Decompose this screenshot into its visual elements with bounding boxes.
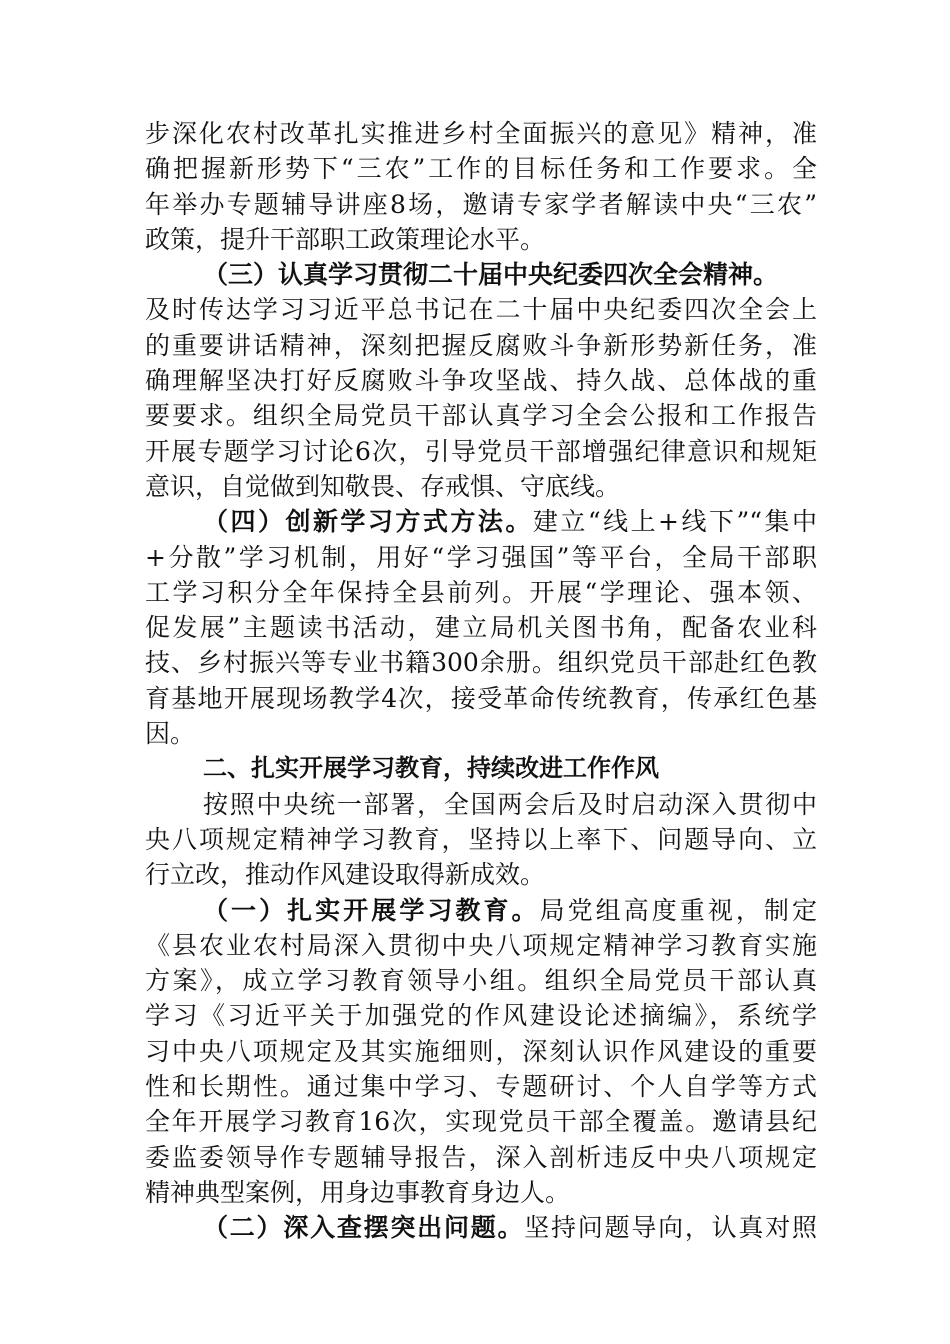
text-line — [145, 257, 817, 292]
document-body — [145, 116, 817, 1246]
text-line: 《县农业农村局深入贯彻中央八项规定精神学习教育实施 — [145, 930, 817, 960]
text-line: 因。 — [145, 719, 196, 749]
text-line: 及时传达学习习近平总书记在二十届中央纪委四次全会上 — [145, 295, 817, 325]
text-line — [145, 893, 817, 928]
text-line: 学习《习近平关于加强党的作风建设论述摘编》，系统学 — [145, 1001, 817, 1031]
text-line: 行立改，推动作风建设取得新成效。 — [145, 860, 546, 890]
text-line: 的重要讲话精神，深刻把握反腐败斗争新形势新任务，准 — [145, 330, 817, 360]
text-line: 全年开展学习教育16次，实现党员干部全覆盖。邀请县纪 — [145, 1107, 817, 1137]
text-line: 习中央八项规定及其实施细则，深刻认识作风建设的重要 — [145, 1036, 817, 1066]
text-line: 政策，提升干部职工政策理论水平。 — [145, 224, 546, 254]
text-line: +分散”学习机制，用好“学习强国”等平台，全局干部职 — [145, 542, 817, 572]
text-line: 按照中央统一部署，全国两会后及时启动深入贯彻中 — [203, 789, 817, 819]
paragraph — [145, 1210, 817, 1245]
line-text: 坚持问题导向，认真对照 — [524, 1213, 817, 1243]
text-line: 要要求。组织全局党员干部认真学习全会公报和工作报告 — [145, 401, 817, 431]
paragraph — [145, 257, 817, 504]
text-line: 方案》，成立学习教育领导小组。组织全局党员干部认真 — [145, 966, 817, 996]
section-heading — [145, 751, 817, 786]
paragraph-lead: （一）扎实开展学习教育。 — [203, 895, 540, 925]
paragraph — [145, 116, 817, 257]
text-line: 二、扎实开展学习教育，持续改进工作作风 — [203, 754, 659, 783]
text-line — [145, 1210, 817, 1245]
text-line: 年举办专题辅导讲座8场，邀请专家学者解读中央“三农” — [145, 189, 817, 219]
text-line: 技、乡村振兴等专业书籍300余册。组织党员干部赴红色教 — [145, 648, 817, 678]
text-line: 性和长期性。通过集中学习、专题研讨、个人自学等方式 — [145, 1072, 817, 1102]
text-line: 精神典型案例，用身边事教育身边人。 — [145, 1177, 571, 1207]
text-line: 委监委领导作专题辅导报告，深入剖析违反中央八项规定 — [145, 1142, 817, 1172]
paragraph-lead: （四）创新学习方式方法。 — [203, 507, 533, 537]
paragraph — [145, 893, 817, 1211]
paragraph — [145, 787, 817, 893]
text-line: 意识，自觉做到知敬畏、存戒惧、守底线。 — [145, 471, 621, 501]
paragraph-lead: （二）深入查摆突出问题。 — [203, 1213, 525, 1243]
text-line: 央八项规定精神学习教育，坚持以上率下、问题导向、立 — [145, 824, 817, 854]
text-line: 开展专题学习讨论6次，引导党员干部增强纪律意识和规矩 — [145, 436, 817, 466]
text-line — [145, 504, 817, 539]
line-text: 建立“线上+线下”“集中 — [532, 507, 817, 537]
text-line: 促发展”主题读书活动，建立局机关图书角，配备农业科 — [145, 613, 817, 643]
paragraph-lead: （三）认真学习贯彻二十届中央纪委四次全会精神。 — [203, 260, 779, 290]
text-line: 步深化农村改革扎实推进乡村全面振兴的意见》精神，准 — [145, 119, 817, 148]
paragraph — [145, 504, 817, 751]
line-text: 局党组高度重视，制定 — [539, 895, 817, 925]
text-line: 确理解坚决打好反腐败斗争攻坚战、持久战、总体战的重 — [145, 366, 817, 396]
text-line: 工学习积分全年保持全县前列。开展“学理论、强本领、 — [145, 577, 817, 607]
text-line: 育基地开展现场教学4次，接受革命传统教育，传承红色基 — [145, 683, 817, 713]
text-line: 确把握新形势下“三农”工作的目标任务和工作要求。全 — [145, 154, 817, 184]
